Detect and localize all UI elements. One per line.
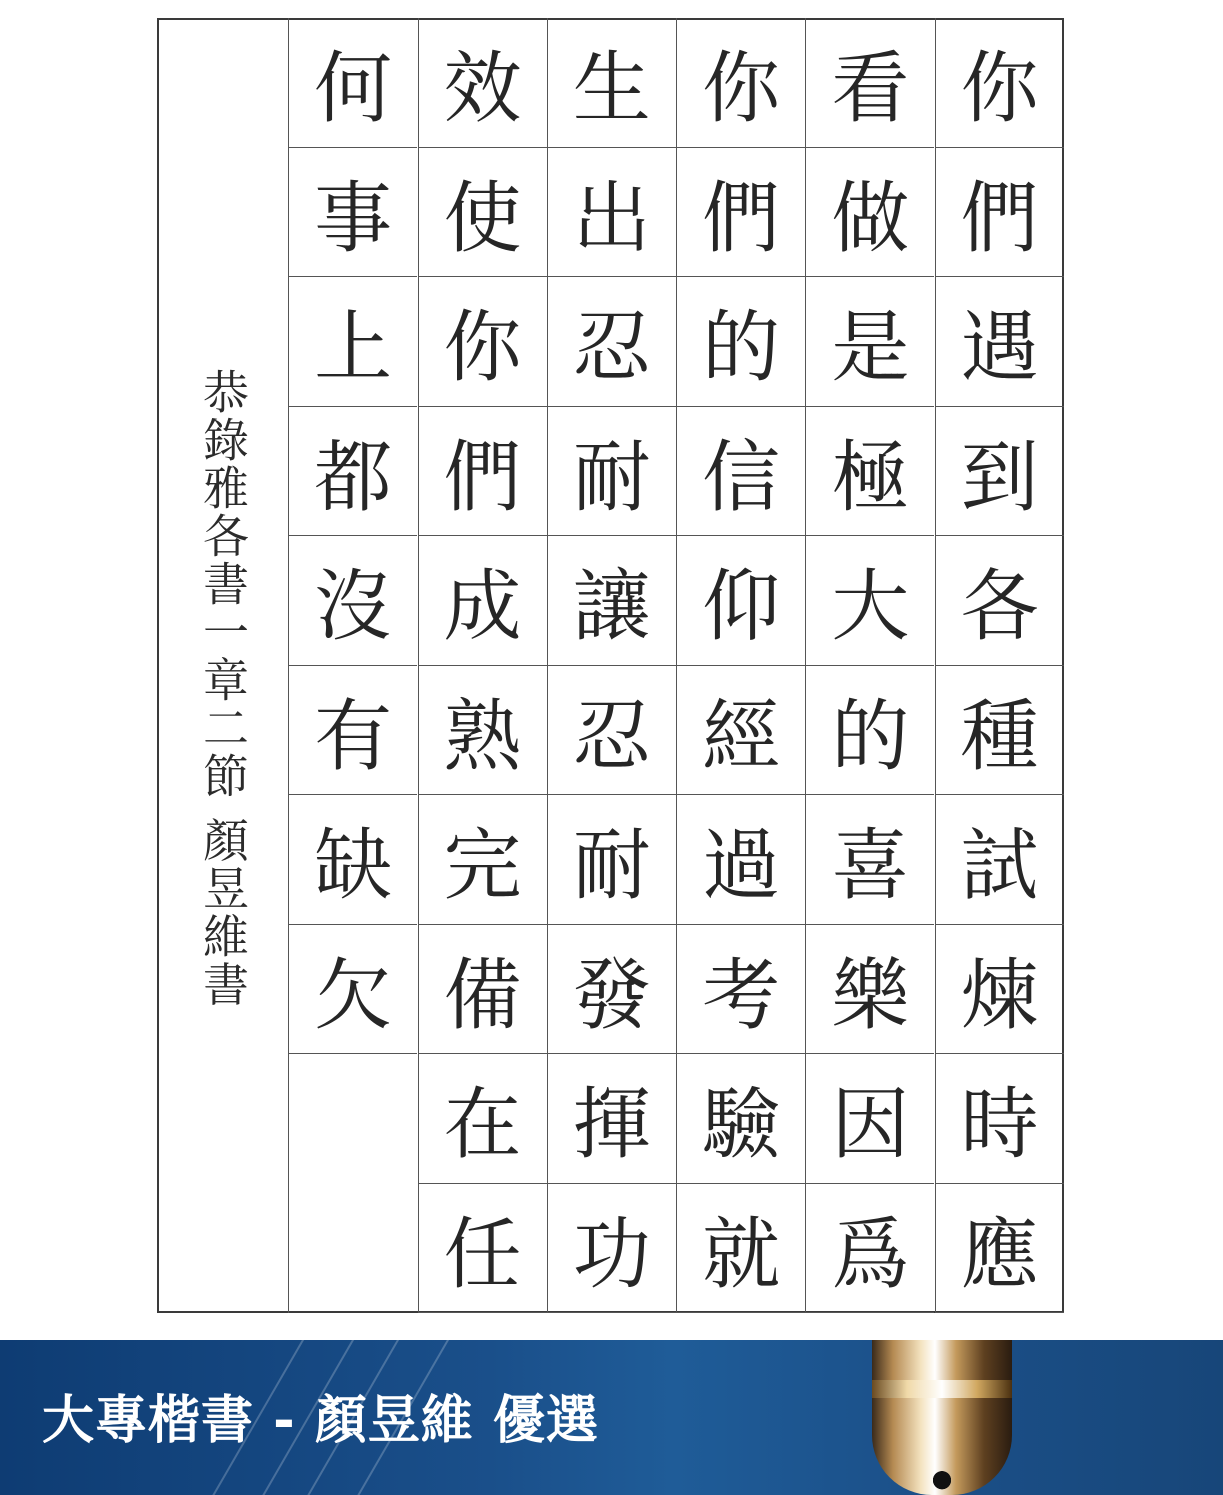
grid-column xyxy=(547,18,676,1313)
grid-cell: 們 xyxy=(676,148,805,278)
grid-cell: 驗 xyxy=(676,1054,805,1184)
grid-cell: 在 xyxy=(418,1054,547,1184)
grid-cell: 出 xyxy=(547,148,676,278)
grid-cell: 的 xyxy=(676,277,805,407)
grid-cell: 樂 xyxy=(805,925,934,1055)
grid-cell: 因 xyxy=(805,1054,934,1184)
grid-cell: 事 xyxy=(288,148,417,278)
grid-cell: 讓 xyxy=(547,536,676,666)
grid-column xyxy=(805,18,934,1313)
grid-cell: 上 xyxy=(288,277,417,407)
grid-cell: 的 xyxy=(805,666,934,796)
grid-cell: 做 xyxy=(805,148,934,278)
grid-cell: 你 xyxy=(418,277,547,407)
grid-column xyxy=(418,18,547,1313)
grid-cell: 們 xyxy=(418,407,547,537)
grid-cell: 過 xyxy=(676,795,805,925)
grid-cell: 是 xyxy=(805,277,934,407)
grid-cell: 功 xyxy=(547,1184,676,1314)
grid-cell: 考 xyxy=(676,925,805,1055)
grid-cell: 忍 xyxy=(547,277,676,407)
signature-column xyxy=(157,18,288,1313)
grid-cell: 任 xyxy=(418,1184,547,1314)
grid-cell: 你 xyxy=(676,18,805,148)
grid-cell: 耐 xyxy=(547,407,676,537)
grid-cell: 揮 xyxy=(547,1054,676,1184)
grid-cell: 效 xyxy=(418,18,547,148)
grid-cell: 信 xyxy=(676,407,805,537)
grid-cell: 欠 xyxy=(288,925,417,1055)
grid-cell: 有 xyxy=(288,666,417,796)
grid-cell: 大 xyxy=(805,536,934,666)
pen-band xyxy=(872,1380,1012,1398)
grid-column xyxy=(935,18,1064,1313)
grid-cell: 應 xyxy=(935,1184,1064,1314)
grid-cell: 們 xyxy=(935,148,1064,278)
grid-cell: 發 xyxy=(547,925,676,1055)
grid-cell: 忍 xyxy=(547,666,676,796)
grid-cell: 時 xyxy=(935,1054,1064,1184)
grid-cell: 遇 xyxy=(935,277,1064,407)
grid-cell: 極 xyxy=(805,407,934,537)
grid-cell: 成 xyxy=(418,536,547,666)
grid-column xyxy=(676,18,805,1313)
grid-cell: 何 xyxy=(288,18,417,148)
grid-cell: 就 xyxy=(676,1184,805,1314)
grid-column xyxy=(288,18,417,1313)
grid-cell xyxy=(288,1184,417,1314)
grid-cell: 看 xyxy=(805,18,934,148)
grid-cell: 熟 xyxy=(418,666,547,796)
grid-cell: 到 xyxy=(935,407,1064,537)
grid-cell: 都 xyxy=(288,407,417,537)
grid-cell: 沒 xyxy=(288,536,417,666)
pen-nib xyxy=(922,1458,962,1495)
grid-cell: 耐 xyxy=(547,795,676,925)
grid-cell: 種 xyxy=(935,666,1064,796)
fountain-pen-image xyxy=(872,1340,1012,1495)
grid-cell: 煉 xyxy=(935,925,1064,1055)
signature-text: 恭錄雅各書一章二節 顏昱維書 xyxy=(196,368,250,1009)
grid-cell: 你 xyxy=(935,18,1064,148)
grid-cell: 仰 xyxy=(676,536,805,666)
grid-cell: 喜 xyxy=(805,795,934,925)
grid-cell: 各 xyxy=(935,536,1064,666)
grid-cell: 使 xyxy=(418,148,547,278)
grid-cell xyxy=(288,1054,417,1184)
character-grid xyxy=(288,18,1064,1313)
banner-title: 大專楷書 - 顏昱維 優選 xyxy=(42,1391,599,1451)
grid-cell: 備 xyxy=(418,925,547,1055)
grid-cell: 完 xyxy=(418,795,547,925)
grid-cell: 爲 xyxy=(805,1184,934,1314)
grid-cell: 試 xyxy=(935,795,1064,925)
title-banner xyxy=(0,1340,1223,1495)
grid-cell: 缺 xyxy=(288,795,417,925)
grid-cell: 經 xyxy=(676,666,805,796)
grid-cell: 生 xyxy=(547,18,676,148)
